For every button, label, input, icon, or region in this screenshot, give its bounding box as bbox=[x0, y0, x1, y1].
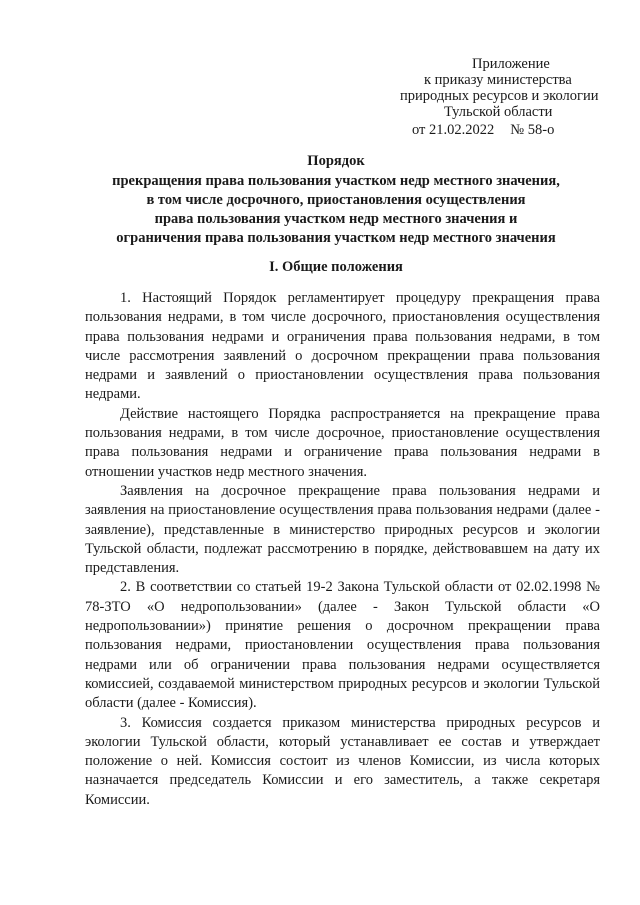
paragraph: 3. Комиссия создается приказом министерства природных ресурсов и экологии Тульской области, который устанавливает ее состав и утверждает положение о ней. Комиссия состоит из членов Комиссии, из числа которых назначается председатель Комиссии и его заместитель, а также секретаря Комиссии. bbox=[85, 714, 600, 808]
title-main: Порядок bbox=[307, 153, 365, 169]
appendix-block bbox=[380, 56, 620, 138]
paragraph: Заявления на досрочное прекращение права пользования недрами и заявления на приостановление осуществления права пользования недрами (далее - заявление), представленные в министерство природных ресурсов и экологии Тульской области, подлежат рассмотрению в порядке, действовавшем на дату их представления. bbox=[85, 482, 600, 577]
title-line: в том числе досрочного, приостановления осуществления bbox=[146, 192, 526, 208]
appendix-line: к приказу министерства bbox=[424, 72, 572, 88]
appendix-date: от 21.02.2022 bbox=[412, 122, 495, 138]
document-title bbox=[96, 152, 576, 248]
appendix-date-number bbox=[380, 122, 620, 138]
appendix-line: Тульской области bbox=[444, 104, 553, 120]
title-line: прекращения права пользования участком недр местного значения, bbox=[112, 173, 560, 189]
paragraph: 1. Настоящий Порядок регламентирует процедуру прекращения права пользования недрами, в том числе досрочного, приостановления осуществления права пользования недрами и ограничения права пользования недрами, в том числе рассмотрения заявлений о досрочном прекращении права пользования недрами и заявлений о приостановлении осуществления права пользования недрами. bbox=[85, 290, 600, 403]
title-line: права пользования участком недр местного значения и bbox=[154, 211, 518, 227]
section-heading: I. Общие положения bbox=[269, 259, 403, 275]
appendix-line: природных ресурсов и экологии bbox=[400, 88, 599, 104]
body-text bbox=[85, 289, 600, 810]
paragraph: 2. В соответствии со статьей 19-2 Закона Тульской области от 02.02.1998 № 78-ЗТО «О недропользовании» (далее - Закон Тульской области «О недропользовании») принятие решения о досрочном прекращении права пользования недрами, приостановлении осуществления права пользования недрами или об ограничении права пользования недрами осуществляется комиссией, создаваемой министерством природных ресурсов и экологии Тульской области (далее - Комиссия). bbox=[85, 579, 600, 712]
paragraph: Действие настоящего Порядка распространяется на прекращение права пользования недрами, в том числе досрочное, приостановление осуществления права пользования недрами и ограничение права пользования недрами в отношении участков недр местного значения. bbox=[85, 405, 600, 480]
appendix-number: № 58-о bbox=[510, 122, 555, 138]
title-line: ограничения права пользования участком недр местного значения bbox=[116, 230, 556, 246]
appendix-title: Приложение bbox=[472, 56, 550, 72]
